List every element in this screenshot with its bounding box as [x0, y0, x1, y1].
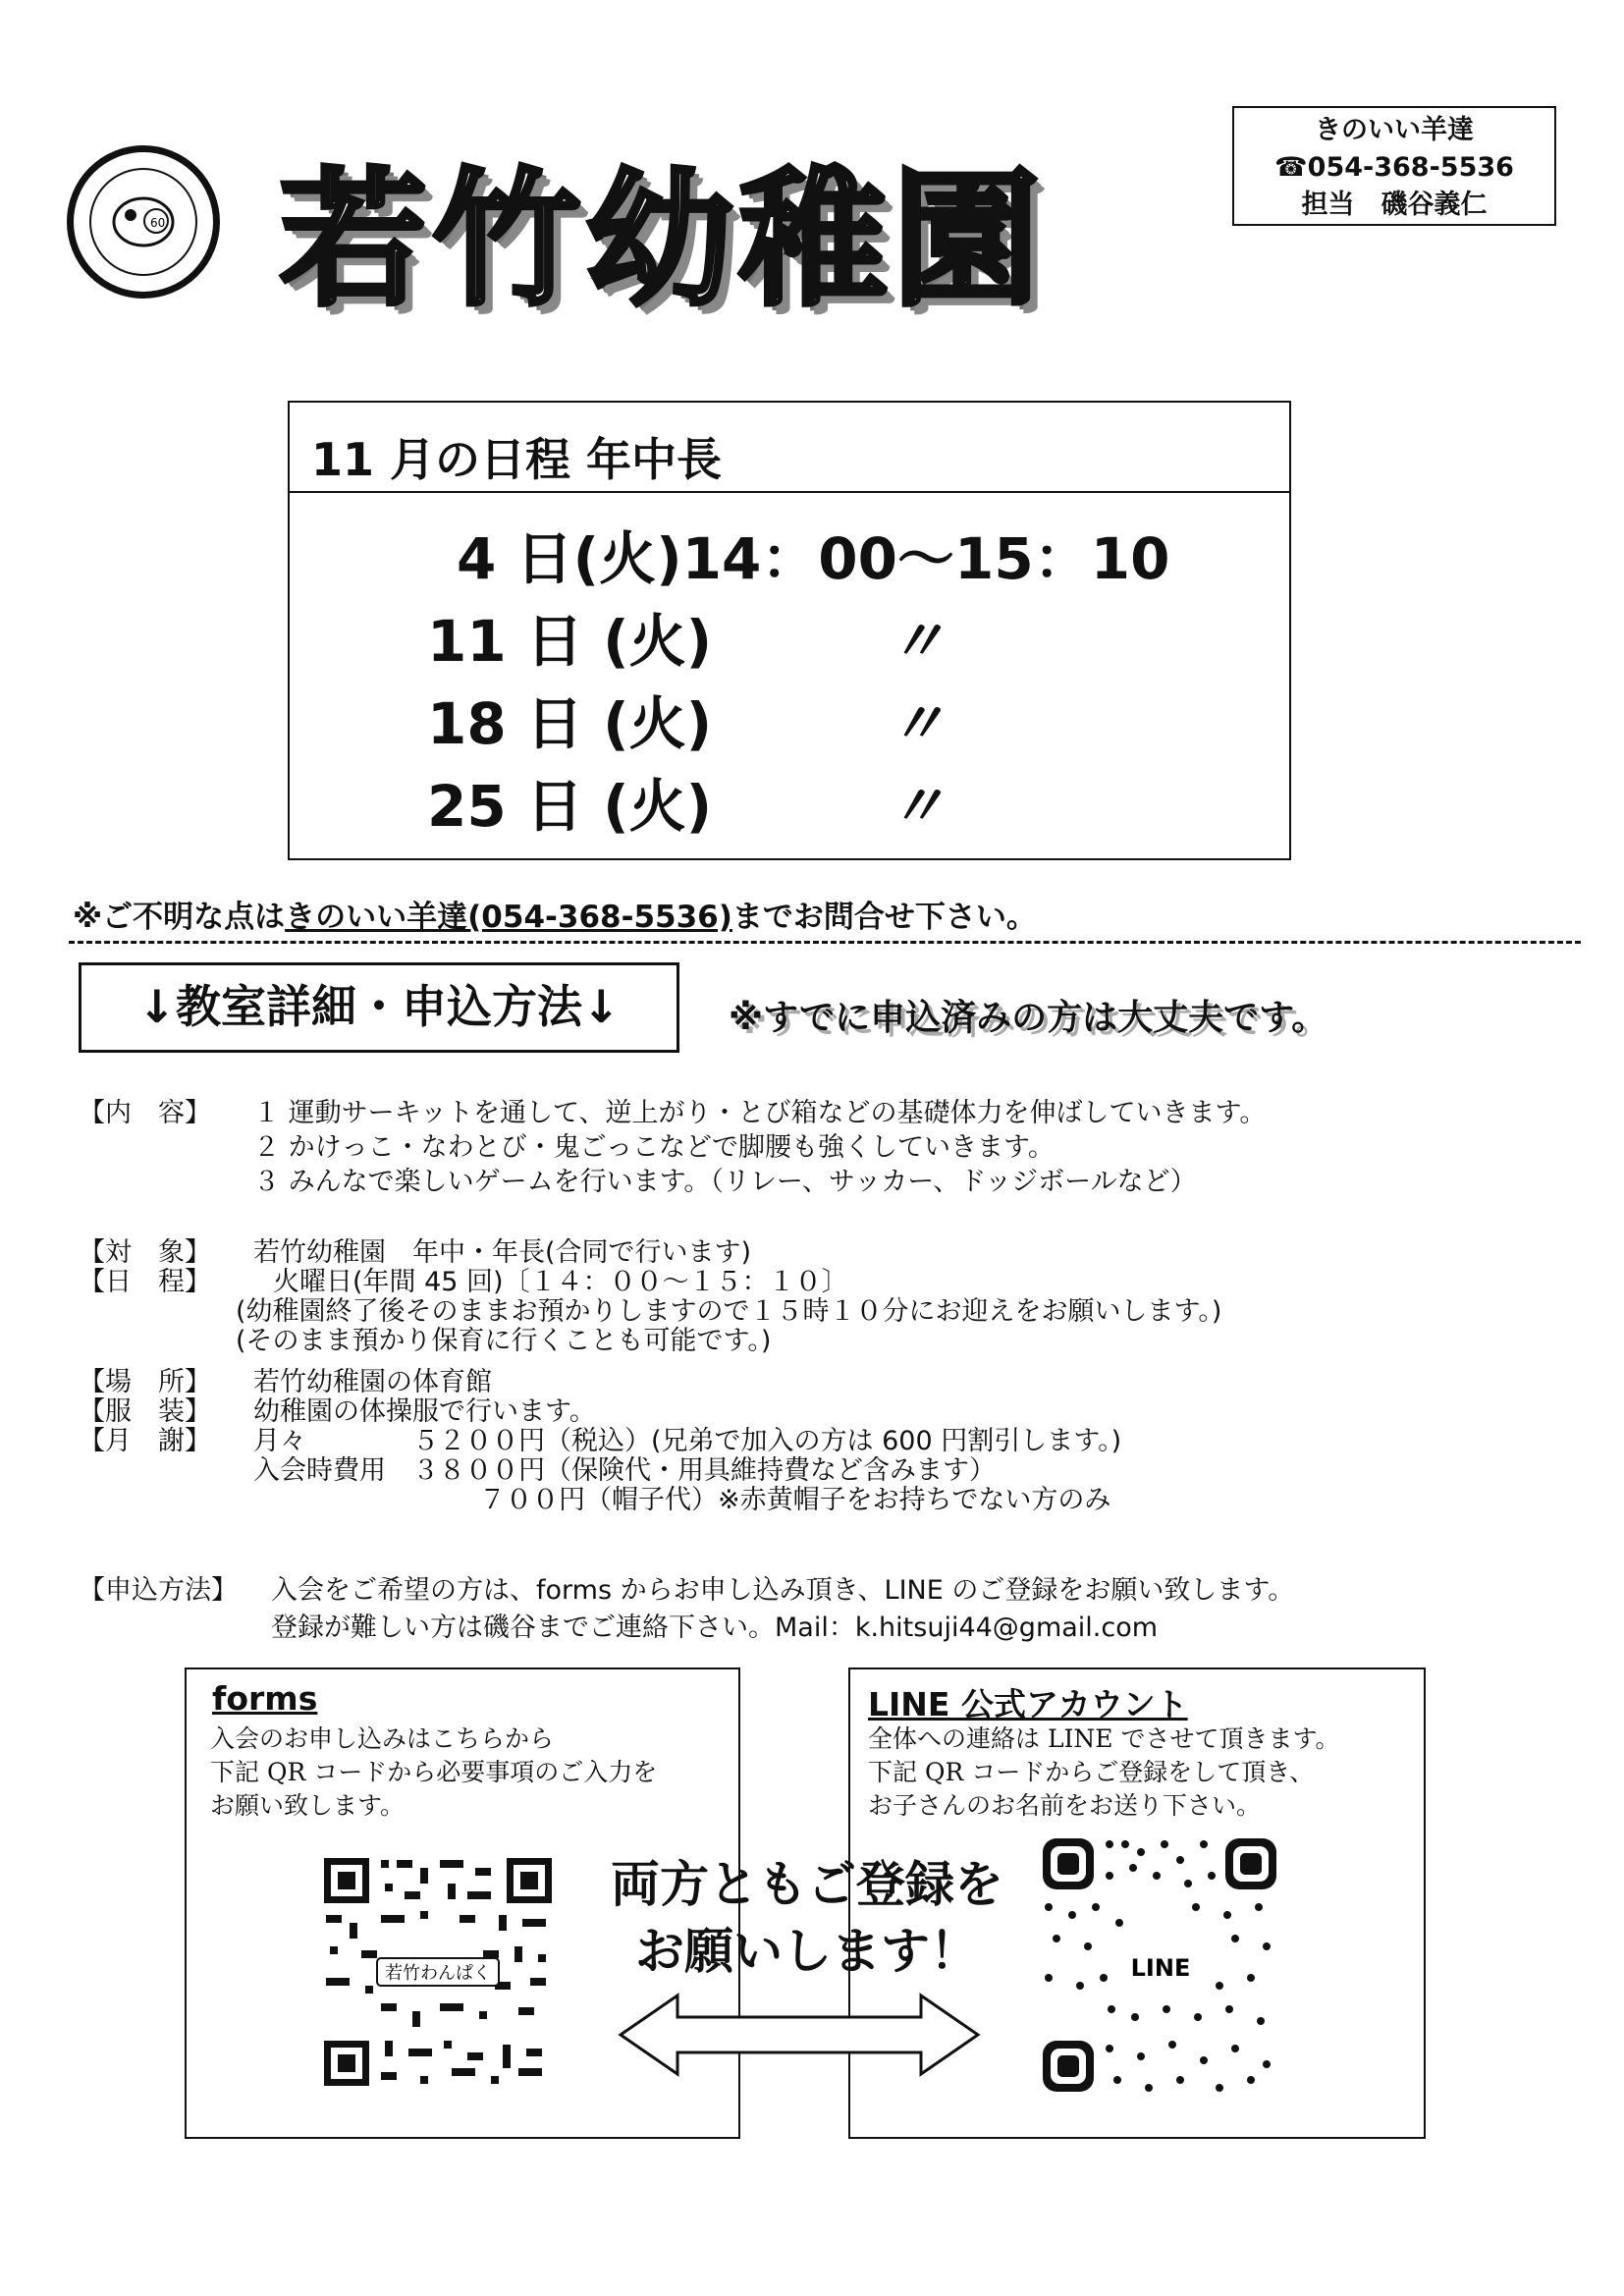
contact-box	[1232, 106, 1556, 226]
schedule-detail: (幼稚園終了後そのままお預かりしますので１５時１０分にお迎えをお願いします。)	[236, 1296, 1222, 1327]
line-qr-code[interactable]	[1039, 1834, 1280, 2096]
details-section	[79, 1098, 1581, 1530]
content-label: 【内 容】	[79, 1098, 211, 1128]
schedule-row: 11 日 (火)	[427, 608, 713, 675]
apply-section	[79, 1575, 1581, 1654]
double-arrow-icon	[617, 1992, 982, 2078]
svg-text:60: 60	[150, 216, 166, 230]
schedule-label: 【日 程】	[79, 1267, 211, 1297]
apply-line: 登録が難しい方は磯谷までご連絡下さい。Mail：k.hitsuji44@gmail.com	[271, 1613, 1159, 1643]
ditto-mark: 〃	[889, 608, 947, 675]
content-item: ３ みんなで楽しいゲームを行います。（リレー、サッカー、ドッジボールなど）	[253, 1167, 1197, 1197]
fee-line: ７００円（帽子代）※赤黄帽子をお持ちでない方のみ	[479, 1485, 1111, 1515]
schedule-detail: (そのまま預かり保育に行くことも可能です。)	[236, 1326, 772, 1356]
place-value: 若竹幼稚園の体育館	[253, 1367, 492, 1397]
already-applied-note: ※すでに申込済みの方は大丈夫です。	[729, 998, 1327, 1038]
logo	[67, 145, 220, 299]
contact-org: きのいい羊達	[1315, 115, 1474, 145]
forms-qr-code[interactable]	[322, 1856, 554, 2088]
fee-label: 【月 謝】	[79, 1426, 211, 1456]
target-value: 若竹幼稚園 年中・年長(合同で行います)	[253, 1237, 752, 1268]
forms-title: forms	[212, 1679, 318, 1718]
page-title: 若竹幼稚園	[280, 155, 1047, 326]
section-title: ↓教室詳細・申込方法↓	[79, 962, 679, 1053]
line-title: LINE 公式アカウント	[868, 1685, 1188, 1723]
apply-label: 【申込方法】	[79, 1575, 238, 1606]
dashed-divider	[69, 941, 1581, 944]
inquiry-contact: きのいい羊達(054-368-5536)	[285, 900, 732, 935]
schedule-heading: 11 月の日程 年中長	[290, 403, 1289, 493]
target-label: 【対 象】	[79, 1237, 211, 1268]
clothes-value: 幼稚園の体操服で行います。	[253, 1396, 596, 1427]
schedule-row: 25 日 (火)	[427, 773, 713, 840]
contact-phone: ☎054-368-5536	[1274, 152, 1514, 183]
schedule-box	[288, 401, 1291, 860]
line-text: 全体への連絡は LINE でさせて頂きます。 下記 QR コードからご登録をして頂き、 お子さんのお名前をお送り下さい。	[868, 1724, 1340, 1820]
svg-text:LINE: LINE	[1130, 1954, 1191, 1982]
apply-line: 入会をご希望の方は、forms からお申し込み頂き、LINE のご登録をお願い致します。	[271, 1575, 1295, 1606]
content-item: ２ かけっこ・なわとび・鬼ごっこなどで脚腰も強くしていきます。	[253, 1132, 1055, 1163]
inquiry-notice: ※ご不明な点はきのいい羊達(054-368-5536)までお問合せ下さい。	[73, 900, 1037, 935]
place-label: 【場 所】	[79, 1367, 211, 1397]
schedule-row: 18 日 (火)	[427, 690, 713, 757]
ditto-mark: 〃	[889, 690, 947, 757]
ditto-mark: 〃	[889, 773, 947, 840]
register-both-message: 両方ともご登録を お願いします！	[611, 1856, 1003, 1980]
svg-text:若竹わんぱく: 若竹わんぱく	[385, 1963, 491, 1984]
content-item: １ 運動サーキットを通して、逆上がり・とび箱などの基礎体力を伸ばしていきます。	[253, 1098, 1267, 1128]
contact-person: 担当 磯谷義仁	[1301, 190, 1488, 220]
forms-text: 入会のお申し込みはこちらから 下記 QR コードから必要事項のご入力を お願い致します。	[210, 1724, 658, 1820]
fee-line: 入会時費用 ３８００円（保険代・用具維持費など含みます）	[253, 1455, 996, 1486]
clothes-label: 【服 装】	[79, 1396, 211, 1427]
schedule-row: 4 日(火)14：00〜15：10	[457, 525, 1170, 592]
schedule-detail: 火曜日(年間 45 回)〔１４：００〜１５：１０〕	[273, 1267, 848, 1297]
sheep-icon	[74, 152, 213, 292]
fee-line: 月々 ５２００円（税込）(兄弟で加入の方は 600 円割引します。)	[253, 1426, 1122, 1456]
